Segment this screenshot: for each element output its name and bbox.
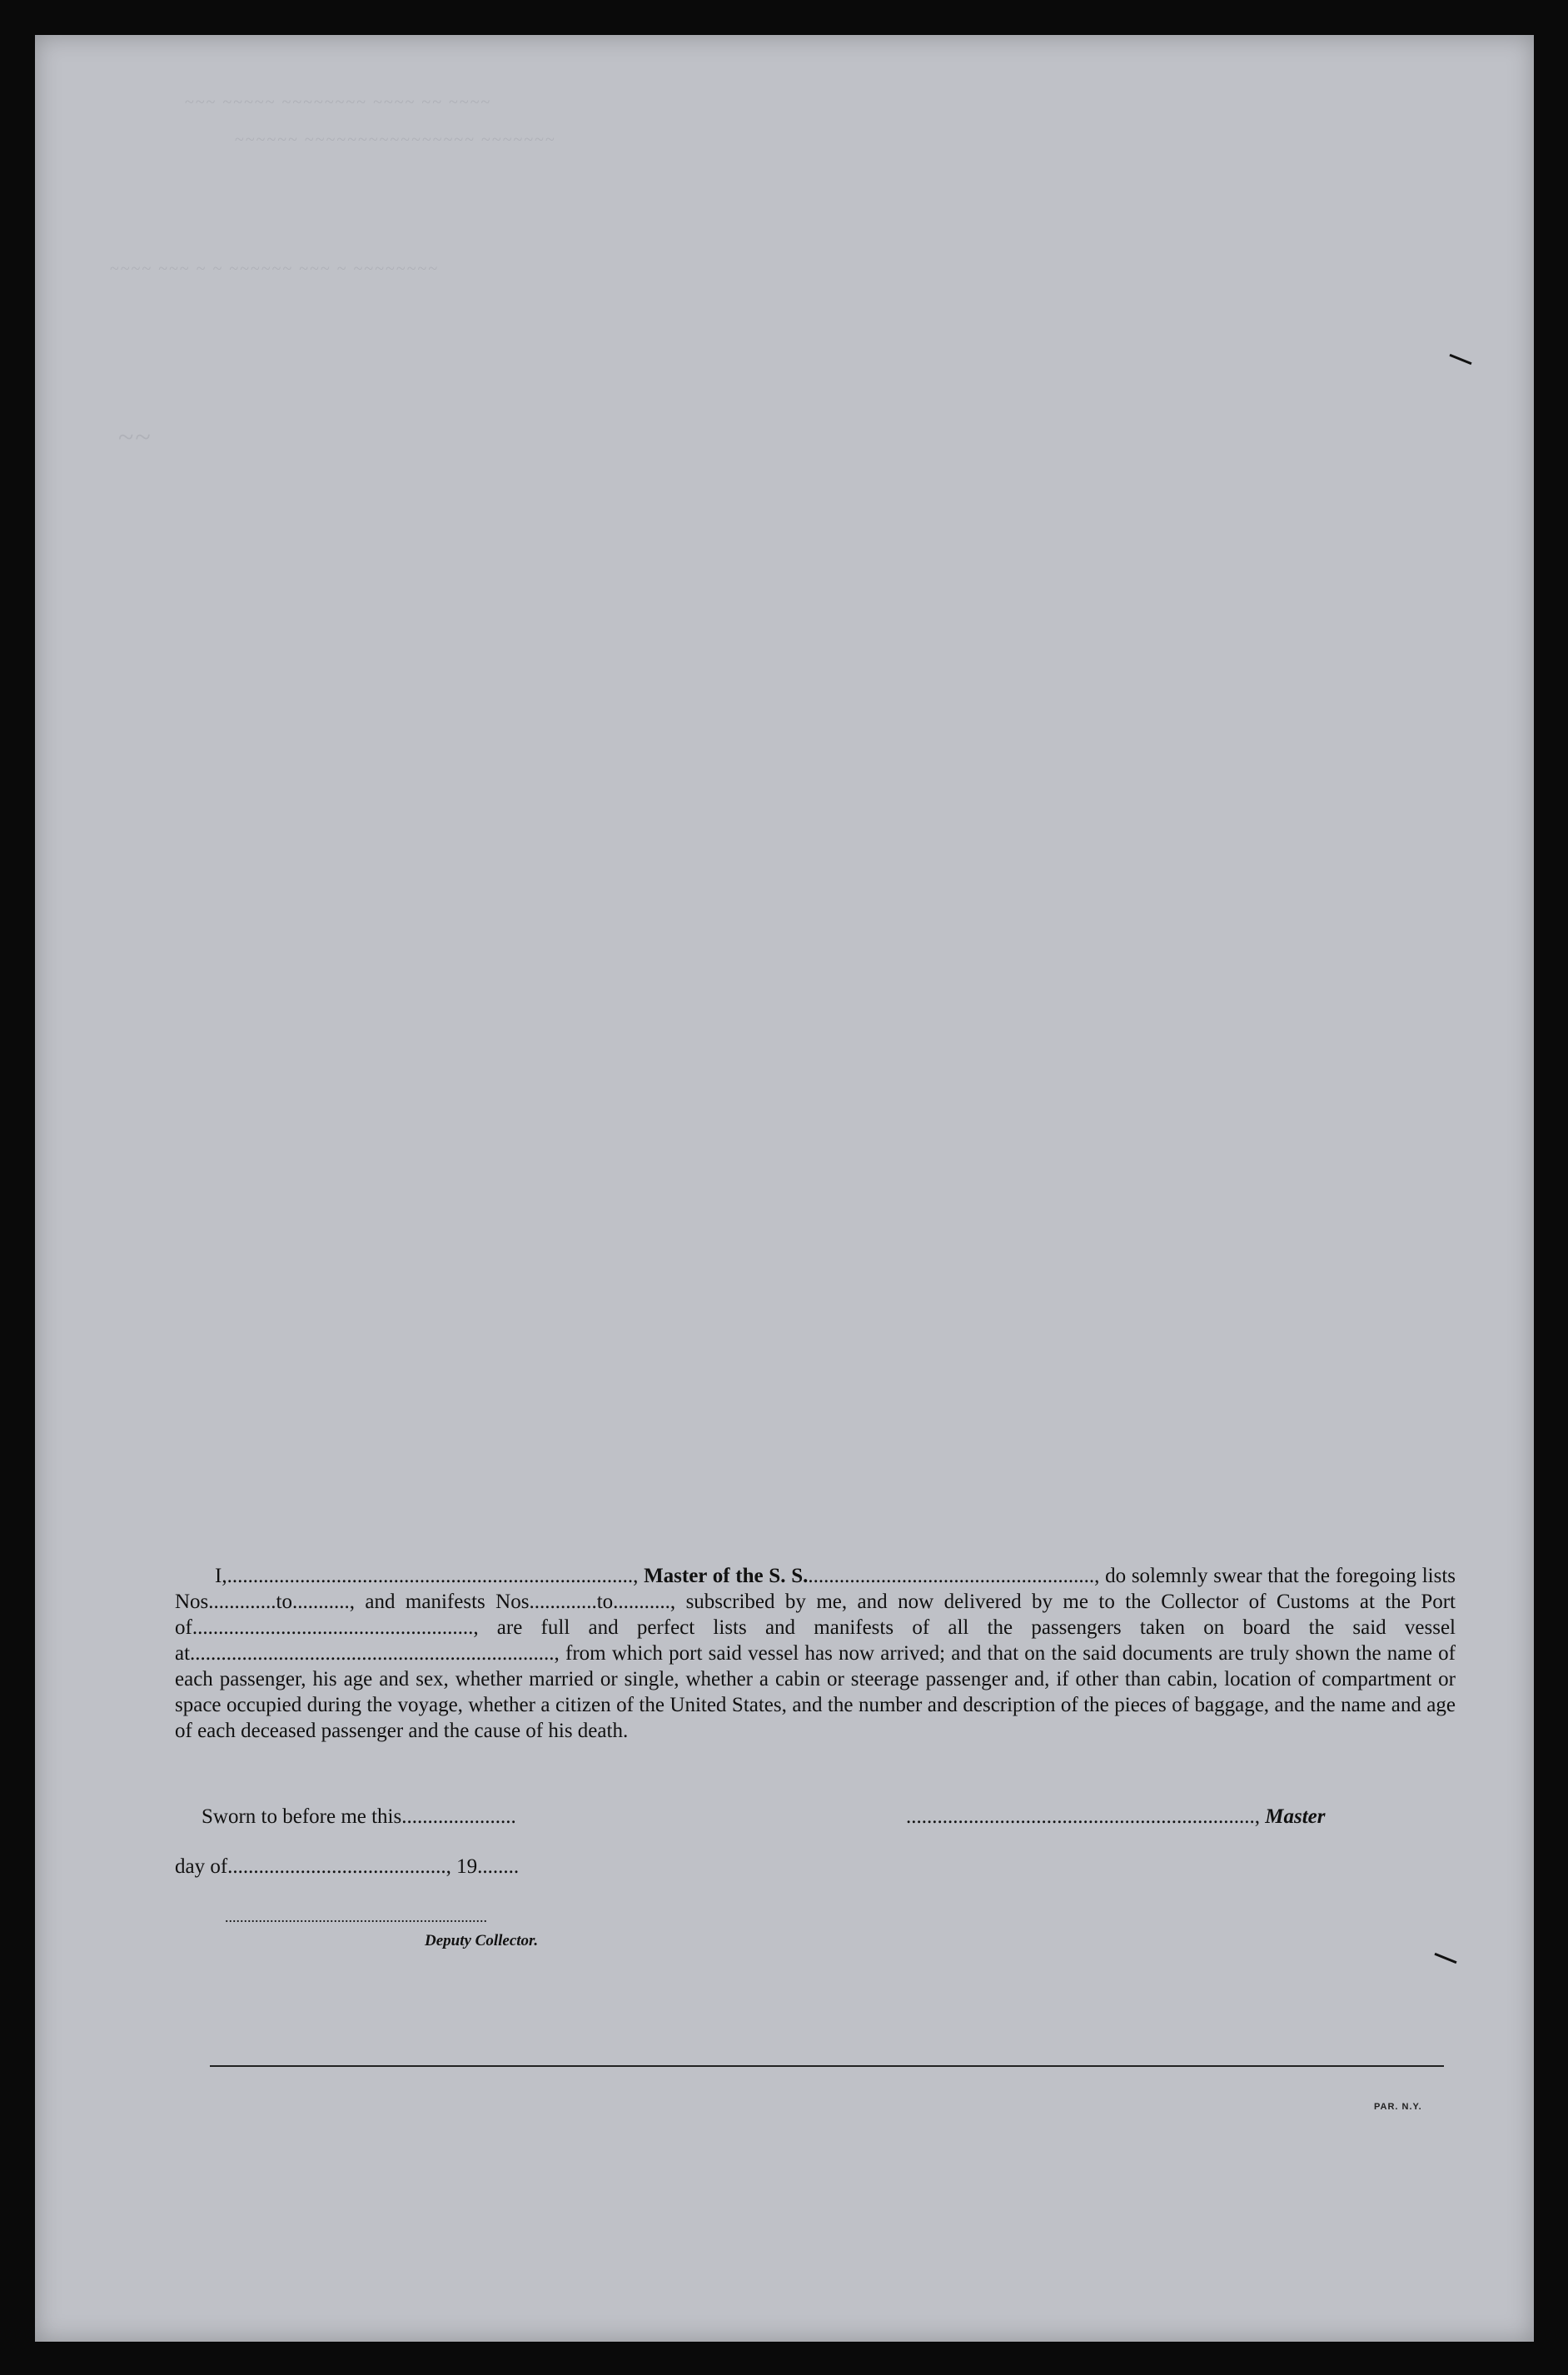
collector-signature-line: ......................................................................: [225, 1909, 487, 1925]
bleed-through-text: ~~~~~~ ~~~~~~~~~~~~~~~~ ~~~~~~~: [235, 131, 556, 149]
tick-mark: [1449, 354, 1471, 365]
bleed-through-text: ~~~ ~~~~~ ~~~~~~~~ ~~~~ ~~ ~~~~: [185, 93, 492, 112]
oath-body: ......................................................., do solemnly swear that the foregoing lists Nos.............to..........., and manifests Nos.............to..........., subscribed by me, and now delivered by me to the Collector of Customs at the Port of......................................................, are full and perfect lists and manifests of all the passengers taken on board the said vessel at......................................................................, from which port said vessel has now arrived; and that on the said documents are truly shown the name of each passenger, his age and sex, whether married or single, whether a cabin or steerage passenger and, if other than cabin, location of compartment or space occupied during the voyage, whether a citizen of the United States, and the number and description of the pieces of baggage, and the name and age of each deceased passenger and the cause of his death.: [175, 1565, 1456, 1742]
master-signature-line: ...................................................................,: [906, 1805, 1266, 1828]
oath-paragraph: [175, 1563, 1456, 1744]
tick-mark: [1434, 1953, 1456, 1964]
oath-text: [175, 1563, 1456, 1744]
master-signature-row: [906, 1805, 1325, 1829]
bottom-rule: [210, 2065, 1444, 2067]
bleed-through-text: ~~~~ ~~~ ~ ~ ~~~~~~ ~~~ ~ ~~~~~~~~: [110, 260, 440, 278]
printer-mark: PAR. N.Y.: [1374, 2102, 1422, 2112]
master-label: Master: [1265, 1805, 1326, 1828]
sworn-before-line: Sworn to before me this......................: [202, 1805, 516, 1828]
master-name-line: I,..............................................................................,: [215, 1565, 645, 1587]
day-of-line: day of.........................................., 19........: [175, 1855, 520, 1878]
deputy-collector-label: Deputy Collector.: [425, 1932, 539, 1949]
master-of-ss-label: Master of the S. S.: [644, 1565, 809, 1587]
manifest-page: [35, 35, 1534, 2342]
bleed-through-text: ~~: [118, 422, 152, 453]
